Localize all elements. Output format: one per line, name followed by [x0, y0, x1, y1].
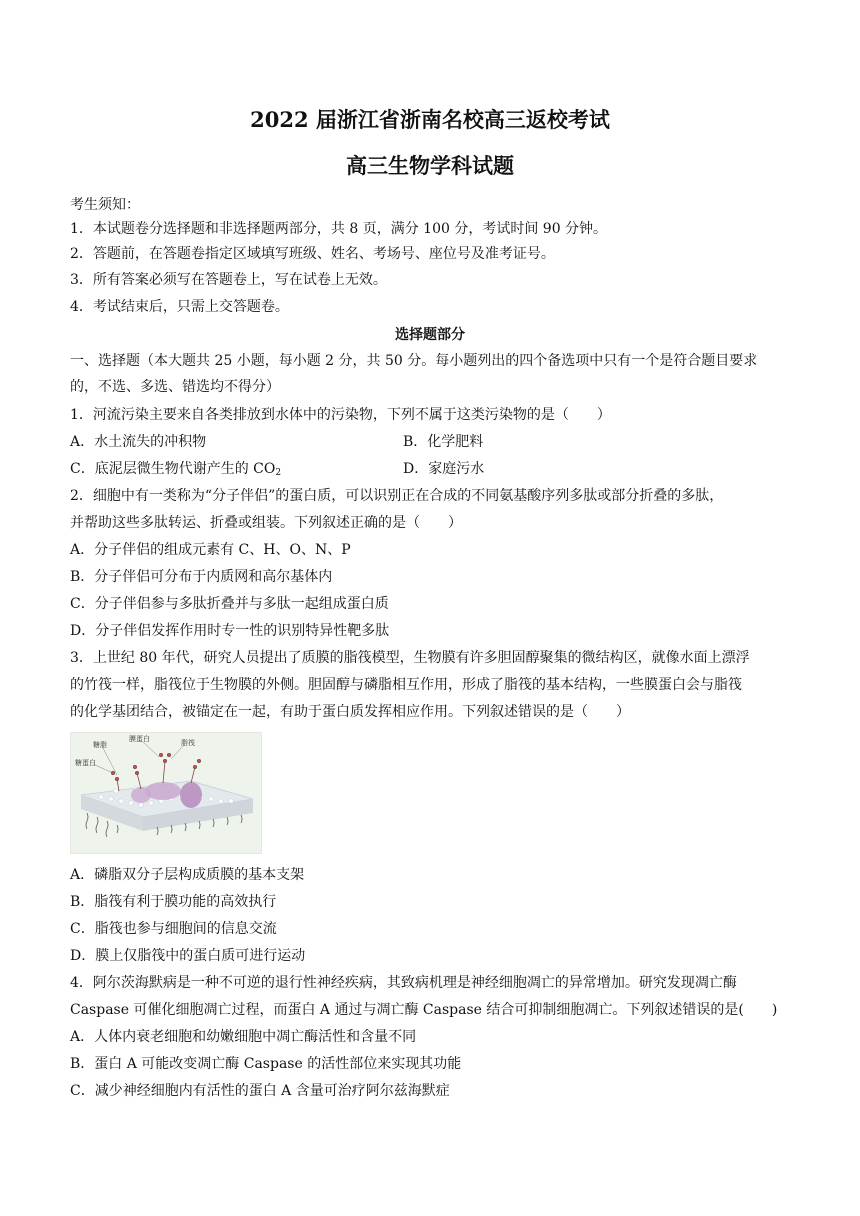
notice-heading: 考生须知：	[70, 197, 140, 213]
section-intro-line1: 一、选择题（本大题共 25 小题，每小题 2 分，共 50 分。每小题列出的四个备选项中只有一个是符合题目要求	[70, 353, 758, 369]
q2-option-a: A．分子伴侣的组成元素有 C、H、O、N、P	[70, 542, 351, 558]
q1-option-a: A．水土流失的冲积物	[70, 434, 207, 450]
notice-item-1: 1．本试题卷分选择题和非选择题两部分，共 8 页，满分 100 分，考试时间 90 分钟。	[70, 221, 608, 237]
q2-option-c: C．分子伴侣参与多肽折叠并与多肽一起组成蛋白质	[70, 596, 389, 612]
notice-item-2: 2．答题前，在答题卷指定区域填写班级、姓名、考场号、座位号及准考证号。	[70, 246, 555, 262]
q4-option-c: C．减少神经细胞内有活性的蛋白 A 含量可治疗阿尔兹海默症	[70, 1083, 450, 1099]
lipid-raft-membrane-figure	[70, 732, 262, 854]
exam-subtitle: 高三生物学科试题	[346, 153, 514, 178]
q3-option-a: A．磷脂双分子层构成质膜的基本支架	[70, 867, 305, 883]
figure-label-membrane-protein: 膜蛋白	[129, 735, 150, 743]
q4-option-b: B．蛋白 A 可能改变凋亡酶 Caspase 的活性部位来实现其功能	[70, 1056, 462, 1072]
figure-label-glycoprotein: 糖蛋白	[75, 759, 96, 767]
q2-option-d: D．分子伴侣发挥作用时专一性的识别特异性靶多肽	[70, 623, 390, 639]
q2-option-b: B．分子伴侣可分布于内质网和高尔基体内	[70, 569, 333, 585]
q2-stem-line2: 并帮助这些多肽转运、折叠或组装。下列叙述正确的是（ ）	[70, 515, 462, 531]
section-intro-line2: 的，不选、多选、错选均不得分）	[70, 379, 280, 395]
q4-stem-line1: 4．阿尔茨海默病是一种不可逆的退行性神经疾病，其致病机理是神经细胞凋亡的异常增加。研究发现凋亡酶	[70, 975, 737, 991]
q1-option-d: D．家庭污水	[403, 461, 485, 477]
q3-option-c: C．脂筏也参与细胞间的信息交流	[70, 921, 277, 937]
q4-stem-line2: Caspase 可催化细胞凋亡过程，而蛋白 A 通过与凋亡酶 Caspase 结合可抑制细胞凋亡。下列叙述错误的是( )	[70, 1002, 778, 1018]
q1-option-c-subscript: 2	[275, 468, 282, 478]
q3-option-d: D．膜上仅脂筏中的蛋白质可进行运动	[70, 948, 306, 964]
q3-stem-line2: 的竹筏一样，脂筏位于生物膜的外侧。胆固醇与磷脂相互作用，形成了脂筏的基本结构，一些膜蛋白会与脂筏	[70, 677, 742, 693]
q3-stem-line3: 的化学基团结合，被锚定在一起，有助于蛋白质发挥相应作用。下列叙述错误的是（ ）	[70, 704, 630, 720]
q3-option-b: B．脂筏有利于膜功能的高效执行	[70, 894, 277, 910]
membrane-diagram	[71, 733, 261, 853]
notice-item-3: 3．所有答案必须写在答题卷上，写在试卷上无效。	[70, 272, 387, 288]
exam-title: 2022 届浙江省浙南名校高三返校考试	[250, 107, 610, 132]
notice-item-4: 4．考试结束后，只需上交答题卷。	[70, 299, 289, 315]
q2-stem-line1: 2．细胞中有一类称为“分子伴侣”的蛋白质，可以识别正在合成的不同氨基酸序列多肽或部分折叠的多肽，	[70, 488, 724, 504]
q1-option-b: B．化学肥料	[403, 434, 484, 450]
q4-option-a: A．人体内衰老细胞和幼嫩细胞中凋亡酶活性和含量不同	[70, 1029, 417, 1045]
q1-option-c-text: C．底泥层微生物代谢产生的 CO	[70, 461, 276, 477]
figure-label-lipid-raft: 脂筏	[181, 739, 195, 747]
section-title: 选择题部分	[395, 327, 465, 343]
q1-stem: 1．河流污染主要来自各类排放到水体中的污染物，下列不属于这类污染物的是（ ）	[70, 407, 611, 423]
figure-label-glycolipid: 糖脂	[93, 741, 107, 749]
q3-stem-line1: 3．上世纪 80 年代，研究人员提出了质膜的脂筏模型，生物膜有许多胆固醇聚集的微结构区，就像水面上漂浮	[70, 650, 750, 666]
